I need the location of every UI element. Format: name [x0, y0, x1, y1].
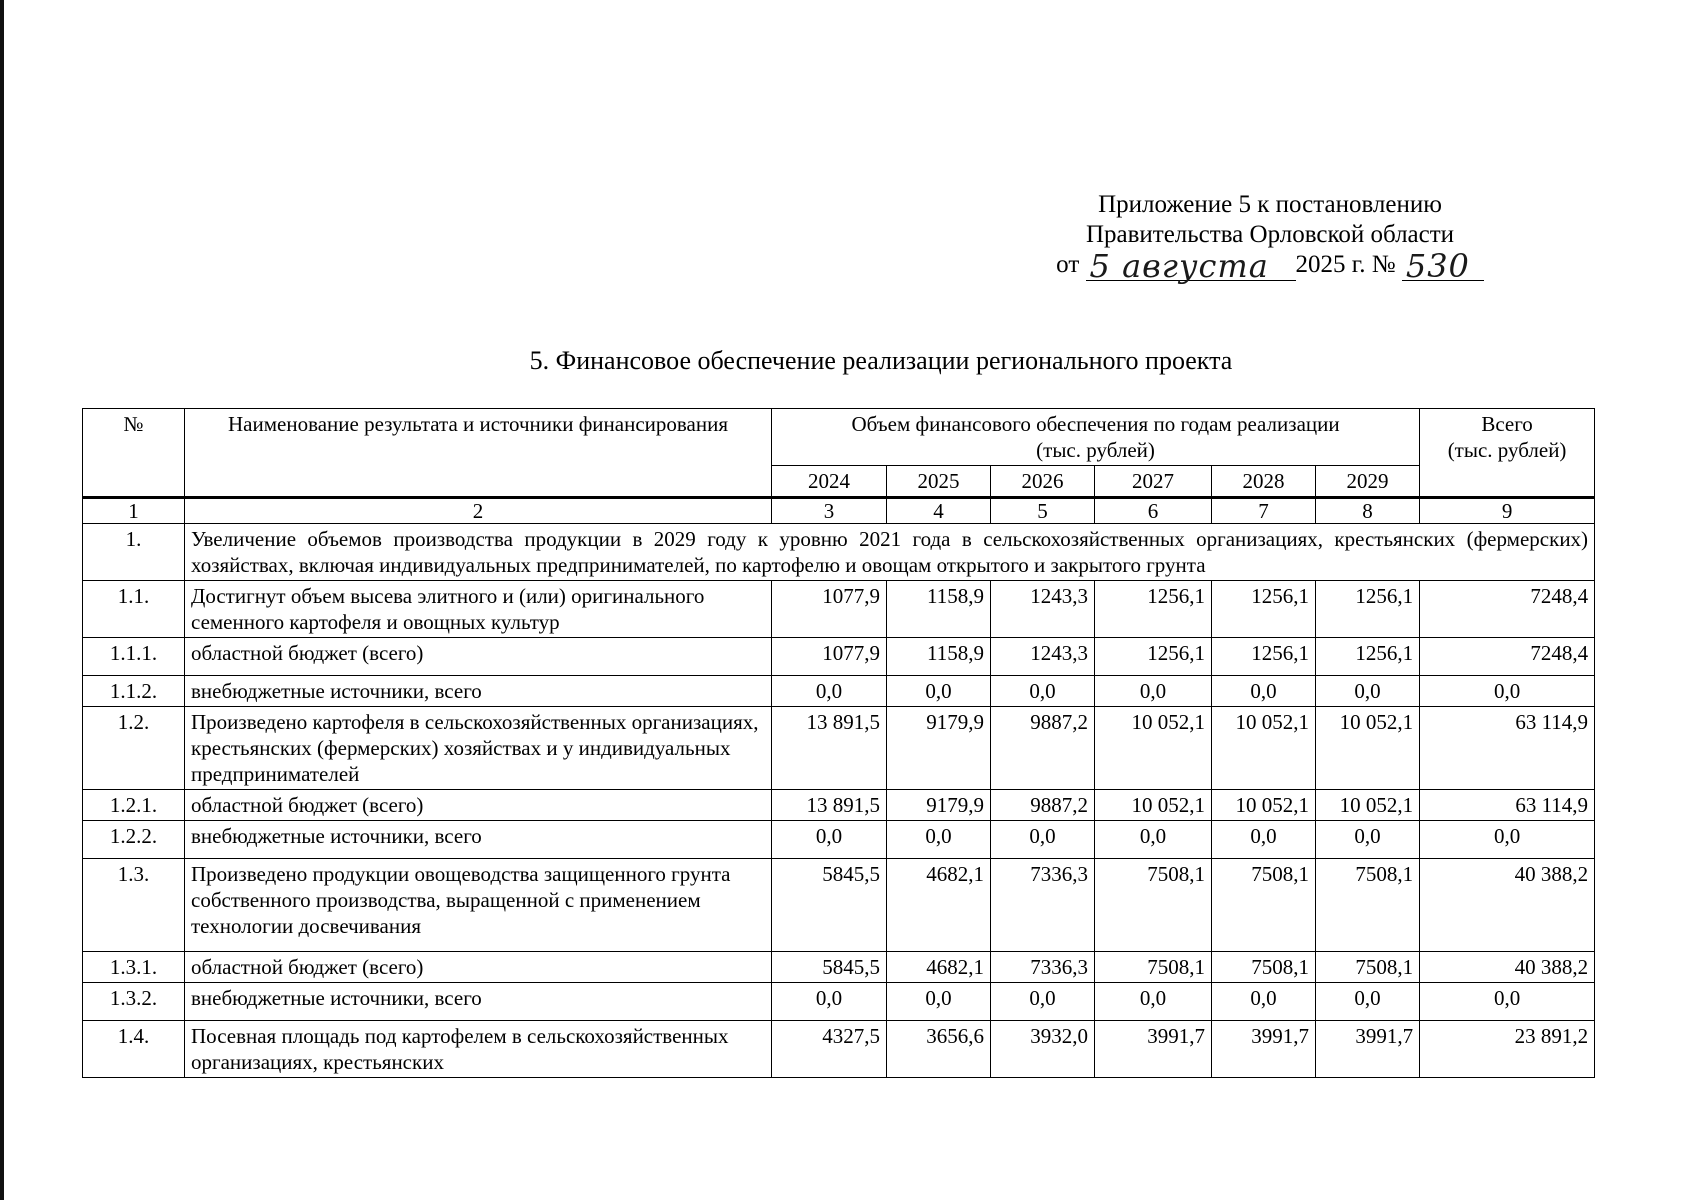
row-value: 9179,9 — [887, 790, 991, 821]
scan-edge — [0, 0, 4, 1200]
header-year: 2026 — [991, 466, 1095, 498]
row-value: 1243,3 — [991, 581, 1095, 638]
row-value: 0,0 — [772, 983, 887, 1021]
row-value: 7508,1 — [1316, 952, 1420, 983]
row-num: 1.2. — [83, 707, 185, 790]
column-number: 6 — [1095, 498, 1212, 524]
row-total: 0,0 — [1420, 676, 1595, 707]
row-name: внебюджетные источники, всего — [185, 983, 772, 1021]
row-value: 7508,1 — [1212, 859, 1316, 952]
row-value: 7508,1 — [1212, 952, 1316, 983]
year-number-label: 2025 г. № — [1295, 251, 1396, 278]
row-value: 4682,1 — [887, 952, 991, 983]
table-row — [83, 1021, 1595, 1078]
row-value: 10 052,1 — [1212, 707, 1316, 790]
header-year: 2027 — [1095, 466, 1212, 498]
column-number: 7 — [1212, 498, 1316, 524]
row-value: 7508,1 — [1095, 952, 1212, 983]
section-text: Увеличение объемов производства продукции в 2029 году к уровню 2021 года в сельскохозяйственных организациях, крестьянских (фермерских) хозяйствах, включая индивидуальных предпринимателей, по картофелю и овощам открытого и закрытого грунта — [185, 524, 1595, 581]
header-num: № — [83, 409, 185, 498]
header-total-unit: (тыс. рублей) — [1447, 438, 1567, 462]
row-value: 9887,2 — [991, 707, 1095, 790]
row-name: Достигнут объем высева элитного и (или) оригинального семенного картофеля и овощных культур — [185, 581, 772, 638]
row-value: 7336,3 — [991, 952, 1095, 983]
row-value: 5845,5 — [772, 859, 887, 952]
row-value: 3991,7 — [1095, 1021, 1212, 1078]
row-value: 0,0 — [887, 983, 991, 1021]
row-total: 7248,4 — [1420, 638, 1595, 676]
row-value: 0,0 — [1212, 676, 1316, 707]
row-value: 1243,3 — [991, 638, 1095, 676]
row-value: 3656,6 — [887, 1021, 991, 1078]
header-year: 2024 — [772, 466, 887, 498]
row-value: 10 052,1 — [1316, 707, 1420, 790]
column-number: 4 — [887, 498, 991, 524]
row-value: 0,0 — [887, 676, 991, 707]
row-value: 3991,7 — [1212, 1021, 1316, 1078]
header-volume-text: Объем финансового обеспечения по годам реализации — [851, 412, 1340, 436]
row-value: 0,0 — [1316, 676, 1420, 707]
table-row — [83, 790, 1595, 821]
row-num: 1.4. — [83, 1021, 185, 1078]
date-blank — [1086, 247, 1296, 285]
row-value: 1256,1 — [1316, 581, 1420, 638]
financing-table — [82, 408, 1595, 1078]
row-value: 5845,5 — [772, 952, 887, 983]
row-num: 1.3.1. — [83, 952, 185, 983]
appendix-header — [1040, 190, 1500, 285]
row-value: 1256,1 — [1212, 581, 1316, 638]
row-value: 4682,1 — [887, 859, 991, 952]
row-value: 0,0 — [772, 821, 887, 859]
appendix-date-line — [1040, 247, 1500, 285]
row-value: 13 891,5 — [772, 707, 887, 790]
row-value: 1256,1 — [1095, 581, 1212, 638]
row-name: областной бюджет (всего) — [185, 638, 772, 676]
row-value: 9887,2 — [991, 790, 1095, 821]
row-value: 7508,1 — [1095, 859, 1212, 952]
section-row — [83, 524, 1595, 581]
table-row — [83, 859, 1595, 952]
header-total — [1420, 409, 1595, 498]
table-row — [83, 707, 1595, 790]
row-value: 0,0 — [991, 676, 1095, 707]
row-num: 1.3. — [83, 859, 185, 952]
row-num: 1.3.2. — [83, 983, 185, 1021]
row-value: 0,0 — [991, 821, 1095, 859]
row-total: 40 388,2 — [1420, 859, 1595, 952]
appendix-line-1: Приложение 5 к постановлению — [1098, 191, 1442, 218]
row-total: 63 114,9 — [1420, 707, 1595, 790]
row-value: 10 052,1 — [1316, 790, 1420, 821]
row-value: 1158,9 — [887, 581, 991, 638]
row-name: Произведено продукции овощеводства защищенного грунта собственного производства, выращенной с применением технологии досвечивания — [185, 859, 772, 952]
row-total: 0,0 — [1420, 983, 1595, 1021]
header-volume-unit: (тыс. рублей) — [1036, 438, 1155, 462]
row-value: 1077,9 — [772, 638, 887, 676]
row-num: 1.2.1. — [83, 790, 185, 821]
row-value: 7508,1 — [1316, 859, 1420, 952]
column-number-row — [83, 498, 1595, 524]
row-value: 1158,9 — [887, 638, 991, 676]
row-value: 0,0 — [1316, 983, 1420, 1021]
row-name: Посевная площадь под картофелем в сельскохозяйственных организациях, крестьянских — [185, 1021, 772, 1078]
row-total: 63 114,9 — [1420, 790, 1595, 821]
column-number: 5 — [991, 498, 1095, 524]
row-value: 0,0 — [1095, 676, 1212, 707]
column-number: 9 — [1420, 498, 1595, 524]
handwritten-number: 530 — [1405, 247, 1470, 285]
row-value: 0,0 — [1212, 821, 1316, 859]
row-total: 23 891,2 — [1420, 1021, 1595, 1078]
row-num: 1.1.2. — [83, 676, 185, 707]
column-number: 1 — [83, 498, 185, 524]
row-value: 10 052,1 — [1212, 790, 1316, 821]
column-number: 3 — [772, 498, 887, 524]
row-value: 3991,7 — [1316, 1021, 1420, 1078]
row-total: 40 388,2 — [1420, 952, 1595, 983]
header-total-text: Всего — [1481, 412, 1533, 436]
row-value: 1077,9 — [772, 581, 887, 638]
row-total: 7248,4 — [1420, 581, 1595, 638]
table-row — [83, 581, 1595, 638]
row-value: 1256,1 — [1095, 638, 1212, 676]
date-prefix: от — [1056, 251, 1080, 278]
header-name: Наименование результата и источники финансирования — [185, 409, 772, 498]
number-blank — [1402, 247, 1484, 285]
row-name: внебюджетные источники, всего — [185, 676, 772, 707]
row-name: областной бюджет (всего) — [185, 790, 772, 821]
table-row — [83, 676, 1595, 707]
table-row — [83, 821, 1595, 859]
row-value: 3932,0 — [991, 1021, 1095, 1078]
handwritten-date: 5 августа — [1089, 247, 1269, 285]
row-value: 9179,9 — [887, 707, 991, 790]
row-value: 10 052,1 — [1095, 790, 1212, 821]
row-num: 1.1. — [83, 581, 185, 638]
appendix-line-2: Правительства Орловской области — [1085, 221, 1455, 248]
row-value: 0,0 — [1212, 983, 1316, 1021]
row-value: 0,0 — [1316, 821, 1420, 859]
header-year: 2028 — [1212, 466, 1316, 498]
table-row — [83, 638, 1595, 676]
row-name: внебюджетные источники, всего — [185, 821, 772, 859]
table-row — [83, 952, 1595, 983]
row-value: 1256,1 — [1212, 638, 1316, 676]
row-value: 0,0 — [991, 983, 1095, 1021]
row-num: 1.2.2. — [83, 821, 185, 859]
row-value: 7336,3 — [991, 859, 1095, 952]
row-value: 13 891,5 — [772, 790, 887, 821]
row-value: 4327,5 — [772, 1021, 887, 1078]
row-value: 0,0 — [887, 821, 991, 859]
header-year: 2025 — [887, 466, 991, 498]
row-total: 0,0 — [1420, 821, 1595, 859]
row-name: Произведено картофеля в сельскохозяйственных организациях, крестьянских (фермерских) хозяйствах и у индивидуальных предпринимателей — [185, 707, 772, 790]
row-num: 1.1.1. — [83, 638, 185, 676]
document-title: 5. Финансовое обеспечение реализации регионального проекта — [529, 346, 1233, 375]
header-volume — [772, 409, 1420, 466]
header-year: 2029 — [1316, 466, 1420, 498]
column-number: 2 — [185, 498, 772, 524]
row-value: 0,0 — [1095, 983, 1212, 1021]
row-value: 0,0 — [1095, 821, 1212, 859]
table-row — [83, 983, 1595, 1021]
row-value: 0,0 — [772, 676, 887, 707]
row-value: 1256,1 — [1316, 638, 1420, 676]
column-number: 8 — [1316, 498, 1420, 524]
row-value: 10 052,1 — [1095, 707, 1212, 790]
row-name: областной бюджет (всего) — [185, 952, 772, 983]
section-num: 1. — [83, 524, 185, 581]
